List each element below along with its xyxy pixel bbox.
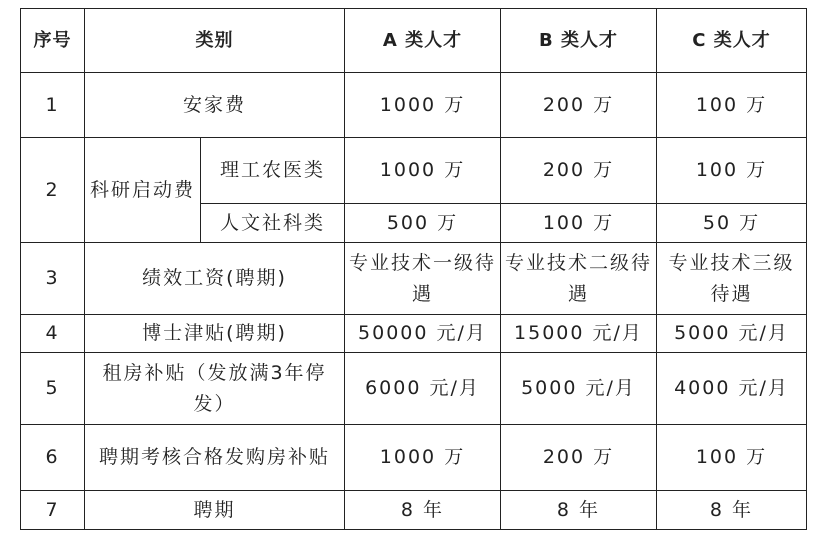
row-a: 1000 万	[345, 73, 501, 138]
row-a: 1000 万	[345, 425, 501, 491]
row-a: 1000 万	[345, 138, 501, 204]
row-c: 4000 元/月	[657, 353, 807, 425]
header-b: B 类人才	[501, 9, 657, 73]
row-b: 8 年	[501, 491, 657, 530]
row-seq: 7	[21, 491, 85, 530]
row-c: 5000 元/月	[657, 315, 807, 353]
row-b: 200 万	[501, 73, 657, 138]
row-label: 科研启动费	[85, 138, 201, 243]
row-a: 50000 元/月	[345, 315, 501, 353]
row-b: 专业技术二级待遇	[501, 243, 657, 315]
row-seq: 3	[21, 243, 85, 315]
row-a: 6000 元/月	[345, 353, 501, 425]
talent-benefits-table	[20, 8, 807, 530]
row-b: 100 万	[501, 204, 657, 243]
table-row	[21, 491, 807, 530]
table-row	[21, 73, 807, 138]
header-category: 类别	[85, 9, 345, 73]
row-seq: 1	[21, 73, 85, 138]
row-b: 200 万	[501, 138, 657, 204]
row-c: 100 万	[657, 73, 807, 138]
table-row	[21, 353, 807, 425]
row-label: 安家费	[85, 73, 345, 138]
row-c: 专业技术三级待遇	[657, 243, 807, 315]
row-a: 8 年	[345, 491, 501, 530]
row-b: 5000 元/月	[501, 353, 657, 425]
row-label: 聘期	[85, 491, 345, 530]
table-row	[21, 425, 807, 491]
header-c: C 类人才	[657, 9, 807, 73]
row-b: 200 万	[501, 425, 657, 491]
row-seq: 5	[21, 353, 85, 425]
sub-row-label: 理工农医类	[201, 138, 345, 204]
table-row	[21, 243, 807, 315]
row-seq: 2	[21, 138, 85, 243]
header-a: A 类人才	[345, 9, 501, 73]
row-c: 8 年	[657, 491, 807, 530]
row-seq: 6	[21, 425, 85, 491]
row-seq: 4	[21, 315, 85, 353]
table-row	[21, 138, 807, 204]
row-label: 博士津贴(聘期)	[85, 315, 345, 353]
row-c: 100 万	[657, 138, 807, 204]
row-c: 50 万	[657, 204, 807, 243]
header-seq: 序号	[21, 9, 85, 73]
table-row	[21, 315, 807, 353]
row-label: 绩效工资(聘期)	[85, 243, 345, 315]
row-c: 100 万	[657, 425, 807, 491]
row-a: 专业技术一级待遇	[345, 243, 501, 315]
row-label: 聘期考核合格发购房补贴	[85, 425, 345, 491]
row-label: 租房补贴（发放满3年停发）	[85, 353, 345, 425]
row-b: 15000 元/月	[501, 315, 657, 353]
header-row	[21, 9, 807, 73]
sub-row-label: 人文社科类	[201, 204, 345, 243]
row-a: 500 万	[345, 204, 501, 243]
